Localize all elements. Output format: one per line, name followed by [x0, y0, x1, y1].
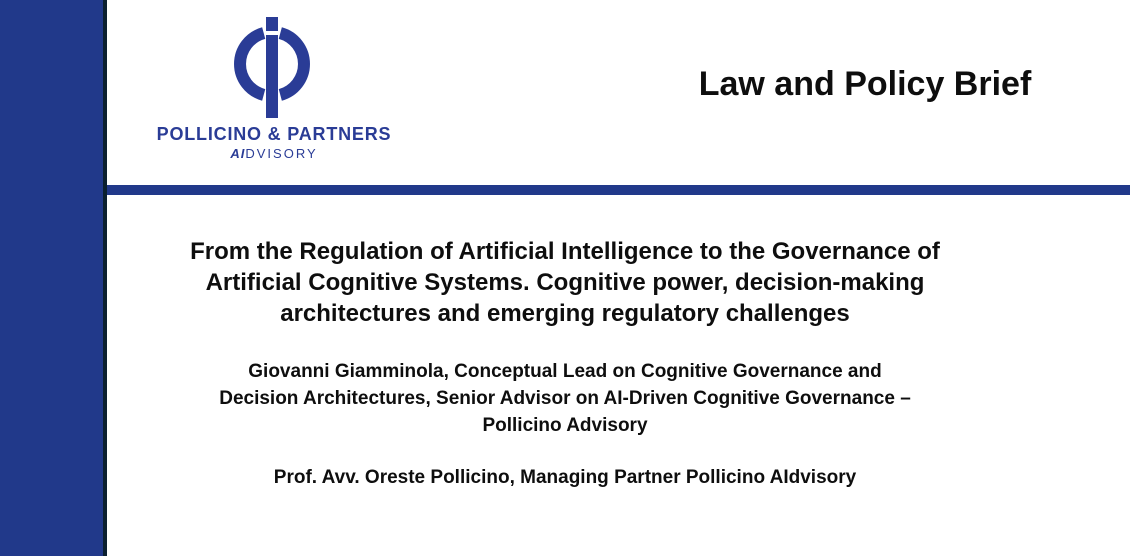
- document-title-line-1: From the Regulation of Artificial Intelligence to the Governance of: [190, 238, 940, 265]
- author-primary-line-2: Decision Architectures, Senior Advisor on AI-Driven Cognitive Governance –: [219, 388, 911, 409]
- divider-bar: [107, 185, 1130, 195]
- document-title-line-3: architectures and emerging regulatory challenges: [280, 300, 850, 327]
- brand-wordmark: POLLICINO & PARTNERS: [156, 124, 392, 144]
- author-secondary-line: Prof. Avv. Oreste Pollicino, Managing Partner Pollicino AIdvisory: [273, 467, 857, 488]
- brief-title: Law and Policy Brief: [698, 65, 1032, 103]
- document-title: [0, 236, 1130, 329]
- brand-subbrand-rest: DVISORY: [245, 146, 318, 161]
- author-primary-line-1: Giovanni Giamminola, Conceptual Lead on Cognitive Governance and: [248, 361, 882, 382]
- author-primary-line-3: Pollicino Advisory: [482, 415, 648, 436]
- brand-subbrand: [124, 146, 424, 161]
- phi-monogram-icon: [224, 8, 320, 120]
- author-primary-block: [0, 358, 1130, 439]
- brand-subbrand-ai: AI: [230, 146, 246, 161]
- document-title-line-2: Artificial Cognitive Systems. Cognitive power, decision-making: [205, 269, 925, 296]
